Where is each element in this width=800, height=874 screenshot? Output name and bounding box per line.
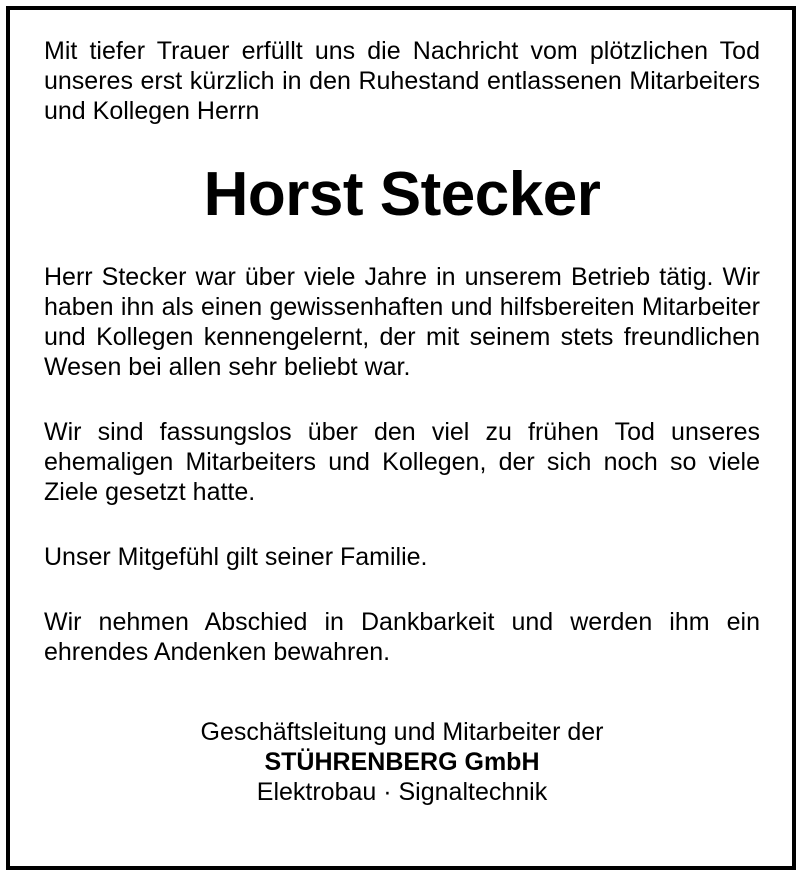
paragraph-career: Herr Stecker war über viele Jahre in unserem Betrieb tätig. Wir haben ihn als einen gewissenhaften und hilfsbereiten Mitarbeiter und Kollegen kennengelernt, der mit seinem stets freundlichen Wesen bei allen sehr beliebt war.	[44, 263, 760, 381]
paragraph-farewell: Wir nehmen Abschied in Dankbarkeit und werden ihm ein ehrendes Andenken bewahren.	[44, 608, 760, 666]
company-name: STÜHRENBERG GmbH	[264, 748, 540, 776]
company-tagline: Elektrobau · Signaltechnik	[256, 778, 548, 806]
obituary-notice	[44, 36, 760, 807]
intro-paragraph: Mit tiefer Trauer erfüllt uns die Nachricht vom plötzlichen Tod unseres erst kürzlich in den Ruhestand entlassenen Mitarbeiters und Kollegen Herrn	[44, 37, 760, 125]
paragraph-condolence: Unser Mitgefühl gilt seiner Familie.	[44, 543, 428, 571]
paragraph-grief: Wir sind fassungslos über den viel zu frühen Tod unseres ehemaligen Mitarbeiters und Kollegen, der sich noch so viele Ziele gesetzt hatte.	[44, 418, 760, 506]
signature-block	[44, 717, 760, 807]
deceased-name: Horst Stecker	[203, 160, 601, 229]
signature-line-management: Geschäftsleitung und Mitarbeiter der	[200, 718, 604, 746]
